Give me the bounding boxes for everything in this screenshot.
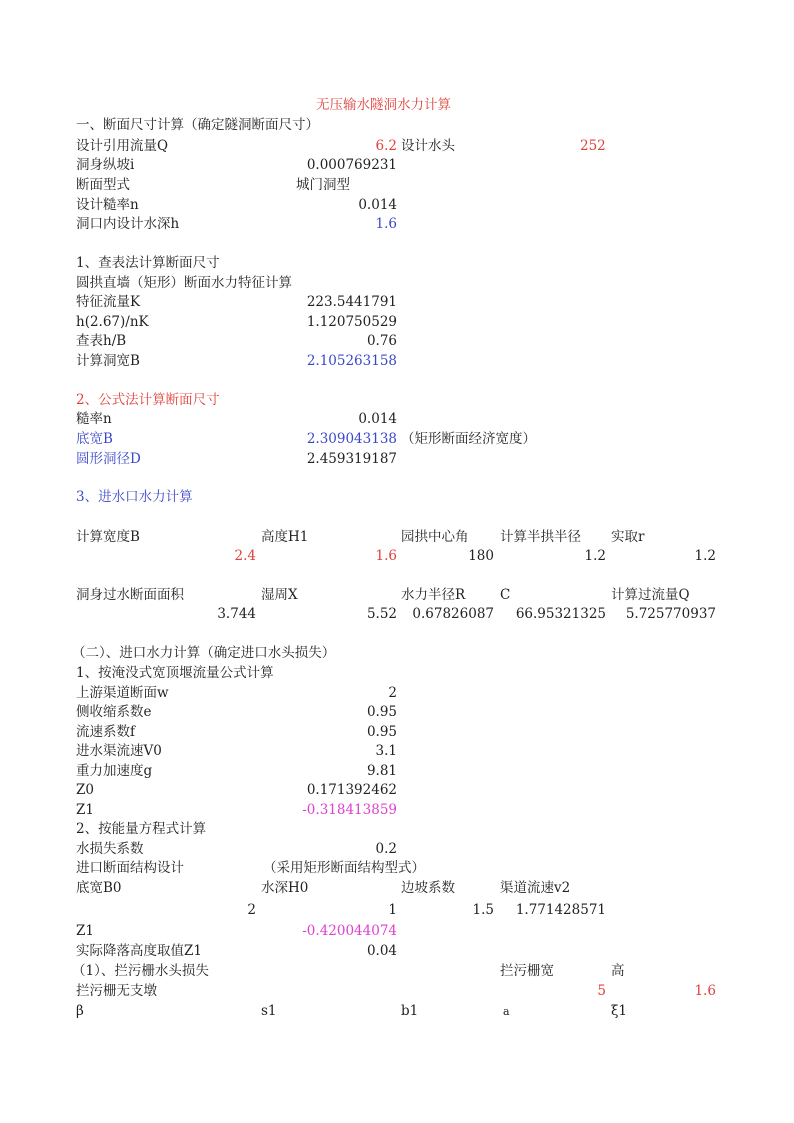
value-depth-h0[interactable]: 1 [388,902,397,918]
value-slope[interactable]: 0.000769231 [306,157,397,173]
subheading-table-method: 1、查表法计算断面尺寸 [76,255,220,271]
subheading-energy-equation: 2、按能量方程式计算 [76,821,207,837]
header-chezy-c: C [500,587,511,603]
value-design-head[interactable]: 252 [580,138,606,154]
label-section-type: 断面型式 [76,177,130,193]
value-contraction-coef[interactable]: 0.95 [366,704,397,720]
value-lookup-hb[interactable]: 0.76 [366,333,397,349]
label-actual-drop: 实际降落高度取值Z1 [76,943,202,959]
subheading-hydraulic-features: 圆拱直墙（矩形）断面水力特征计算 [76,275,292,291]
label-inlet-velocity: 进水渠流速V0 [76,743,162,759]
subheading-trash-rack-loss: （1）、拦污栅水头损失 [72,963,209,979]
label-upstream-section: 上游渠道断面w [76,685,169,701]
value-design-flow[interactable]: 6.2 [375,138,397,154]
subheading-weir-formula: 1、按淹没式宽顶堰流量公式计算 [76,665,274,681]
section-heading-dimensions: 一、断面尺寸计算（确定隧洞断面尺寸） [76,117,319,133]
value-hydraulic-radius[interactable]: 0.67826087 [412,606,494,622]
header-flow-area: 洞身过水断面面积 [76,587,184,603]
value-roughness-2[interactable]: 0.014 [358,411,397,427]
value-actual-r[interactable]: 1.2 [694,548,716,564]
value-inlet-depth[interactable]: 1.6 [375,216,397,232]
value-h-nk[interactable]: 1.120750529 [306,314,397,330]
note-rect-structure: （采用矩形断面结构型式） [263,860,425,876]
value-velocity-coef[interactable]: 0.95 [366,724,397,740]
value-wetted-perimeter[interactable]: 5.52 [366,606,397,622]
value-bottom-width-b0[interactable]: 2 [247,902,256,918]
label-trash-rack-height: 高 [611,963,625,979]
label-circular-diameter: 圆形洞径D [76,451,141,467]
label-roughness: 设计糙率n [76,197,139,213]
label-roughness-2: 糙率n [76,411,112,427]
value-inlet-velocity[interactable]: 3.1 [375,743,397,759]
header-half-arch-radius: 计算半拱半径 [500,529,581,545]
label-slope: 洞身纵坡i [76,157,135,173]
label-design-head: 设计水头 [401,138,455,154]
section-heading-inlet-loss: （二）、进口水力计算（确定进口水头损失） [72,645,336,661]
value-calc-width-b[interactable]: 2.4 [234,548,256,564]
label-trash-rack-no-pier: 拦污栅无支墩 [76,983,157,999]
header-height-h1: 高度H1 [261,529,309,545]
header-actual-r: 实取r [611,529,645,545]
header-bottom-width-b0: 底宽B0 [76,880,122,896]
header-channel-velocity: 渠道流速v2 [500,880,571,896]
header-side-slope: 边坡系数 [401,880,455,896]
label-calc-width: 计算洞宽B [76,353,140,369]
header-s1: s1 [261,1003,277,1019]
header-b1: b1 [401,1003,419,1019]
value-actual-drop[interactable]: 0.04 [366,943,397,959]
label-loss-coef: 水损失系数 [76,841,144,857]
label-bottom-width: 底宽B [76,431,113,447]
label-trash-rack-width: 拦污栅宽 [500,963,554,979]
page-title: 无压输水隧洞水力计算 [316,97,451,113]
value-channel-velocity[interactable]: 1.771428571 [515,902,606,918]
subheading-inlet-calc: 3、进水口水力计算 [76,489,193,505]
value-half-arch-radius[interactable]: 1.2 [584,548,606,564]
value-z1[interactable]: -0.318413859 [302,802,397,818]
value-roughness[interactable]: 0.014 [358,197,397,213]
value-calc-width[interactable]: 2.105263158 [306,353,397,369]
value-calc-discharge[interactable]: 5.725770937 [625,606,716,622]
label-inlet-depth: 洞口内设计水深h [76,216,180,232]
header-xi1: ξ1 [611,1003,628,1019]
value-height-h1[interactable]: 1.6 [375,548,397,564]
value-section-type[interactable]: 城门洞型 [296,177,350,193]
label-z1-energy: Z1 [76,923,94,939]
value-side-slope[interactable]: 1.5 [472,902,494,918]
label-design-flow: 设计引用流量Q [76,138,169,154]
value-trash-rack-width[interactable]: 5 [597,983,606,999]
label-lookup-hb: 查表h/B [76,333,127,349]
value-loss-coef[interactable]: 0.2 [375,841,397,857]
value-char-flow[interactable]: 223.5441791 [306,294,397,310]
label-velocity-coef: 流速系数f [76,724,135,740]
label-h-nk: h(2.67)/nK [76,314,149,330]
label-char-flow: 特征流量K [76,294,141,310]
header-alpha: a [503,1005,510,1018]
label-z1: Z1 [76,802,94,818]
label-gravity: 重力加速度g [76,763,153,779]
value-circular-diameter[interactable]: 2.459319187 [306,451,397,467]
label-inlet-structure: 进口断面结构设计 [76,860,184,876]
value-flow-area[interactable]: 3.744 [217,606,256,622]
header-calc-width: 计算宽度B [76,529,140,545]
label-z0: Z0 [76,782,94,798]
header-depth-h0: 水深H0 [261,880,309,896]
header-hydraulic-radius: 水力半径R [401,587,466,603]
value-bottom-width[interactable]: 2.309043138 [306,431,397,447]
value-trash-rack-height[interactable]: 1.6 [694,983,716,999]
header-arch-angle: 园拱中心角 [401,529,469,545]
header-calc-discharge: 计算过流量Q [611,587,690,603]
value-upstream-section[interactable]: 2 [388,685,397,701]
label-contraction-coef: 侧收缩系数e [76,704,152,720]
header-wetted-perimeter: 湿周X [261,587,298,603]
note-economic-width: （矩形断面经济宽度） [401,431,536,447]
value-gravity[interactable]: 9.81 [366,763,397,779]
value-arch-angle[interactable]: 180 [468,548,494,564]
value-chezy-c[interactable]: 66.95321325 [515,606,606,622]
value-z0[interactable]: 0.171392462 [306,782,397,798]
value-z1-energy[interactable]: -0.420044074 [302,923,397,939]
subheading-formula-method: 2、公式法计算断面尺寸 [76,392,220,408]
header-beta: β [76,1003,84,1019]
